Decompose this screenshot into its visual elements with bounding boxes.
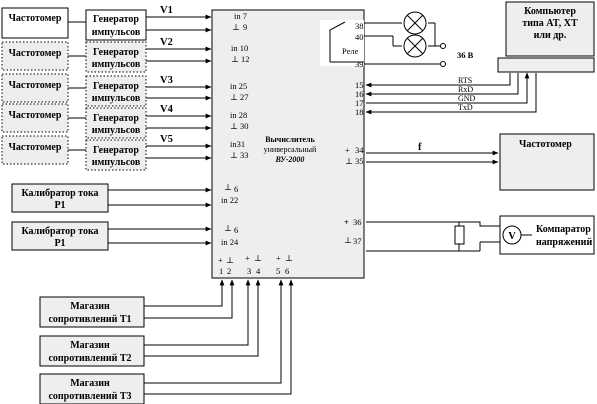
signal-v3-label: V3 xyxy=(160,75,173,86)
pin-number: 2 xyxy=(227,266,232,276)
pulse-generator-label-1: Генератор xyxy=(93,113,139,124)
rs232-labels xyxy=(355,76,476,117)
ground-symbol: ⊥ xyxy=(224,182,232,192)
rs232-pin: 15 xyxy=(355,80,364,90)
computer-label-2: универсальный xyxy=(263,145,317,154)
rs232-pin: 17 xyxy=(355,98,364,108)
relay-pin: 39 xyxy=(355,59,364,69)
resistance-store-1 xyxy=(40,297,144,327)
lamp-circuit xyxy=(364,23,441,64)
relay xyxy=(320,20,364,69)
pin-number: 37 xyxy=(353,236,362,246)
source-row-3 xyxy=(2,74,146,106)
pin-number: 4 xyxy=(256,266,261,276)
pulse-generator-label-2: импульсов xyxy=(91,157,141,168)
ground-symbol: ⊥ xyxy=(345,156,353,166)
ground-symbol: ⊥ xyxy=(344,235,352,245)
ground-symbol: ⊥ xyxy=(230,121,238,131)
ground-symbol: ⊥ xyxy=(231,54,239,64)
rs232-signal: GND xyxy=(458,94,476,103)
supply-voltage-label: 36 В xyxy=(457,50,474,60)
frequency-meter-label: Частотомер xyxy=(8,48,62,59)
source-row-5 xyxy=(2,136,146,170)
plus-symbol: + xyxy=(245,253,250,263)
relay-pin: 38 xyxy=(355,21,364,31)
pulse-generator-label-1: Генератор xyxy=(93,14,139,25)
lamp-2 xyxy=(404,35,426,57)
pin-number: 3 xyxy=(247,266,252,276)
store-label-1: Магазин xyxy=(70,301,110,312)
plus-symbol: + xyxy=(345,145,350,155)
pin-ground-label: 9 xyxy=(243,22,248,32)
lamp-1 xyxy=(404,12,426,34)
pin-number: 35 xyxy=(355,156,364,166)
relay-label: Реле xyxy=(342,46,359,56)
resistance-store-2 xyxy=(40,336,144,366)
supply-terminal xyxy=(441,44,446,49)
calibrator-wires xyxy=(108,190,211,243)
pin-ground-label: 6 xyxy=(234,225,239,235)
frequency-output xyxy=(345,134,594,190)
rs232-pin: 18 xyxy=(355,107,364,117)
current-calibrator-1 xyxy=(12,184,108,212)
pc-label-3: или др. xyxy=(533,30,567,41)
current-calibrator-2 xyxy=(12,222,108,250)
pc-label-1: Компьютер xyxy=(524,6,576,17)
pin-number: 36 xyxy=(353,217,362,227)
pin-number: 1 xyxy=(219,266,224,276)
ground-symbol: ⊥ xyxy=(224,223,232,233)
ground-symbol: ⊥ xyxy=(254,253,262,263)
resistance-store-3 xyxy=(40,374,144,404)
frequency-meter-label: Частотомер xyxy=(8,13,62,24)
pulse-generator-label-2: импульсов xyxy=(91,93,141,104)
computer-label-3: ВУ-2000 xyxy=(275,155,305,164)
source-row-2 xyxy=(2,42,146,72)
pc xyxy=(498,2,594,72)
pin-ground-label: 30 xyxy=(240,121,249,131)
pin-ground-label: 6 xyxy=(234,184,239,194)
plus-symbol: + xyxy=(344,217,349,227)
rs232-wires xyxy=(366,73,536,112)
calibrator-label-1: Калибратор тока xyxy=(21,188,99,199)
pin-in-label: in 25 xyxy=(230,81,248,91)
signal-v5-label: V5 xyxy=(160,134,173,145)
ground-symbol: ⊥ xyxy=(232,22,240,32)
store-label-1: Магазин xyxy=(70,340,110,351)
store-label-2: сопротивлений T1 xyxy=(48,314,132,325)
pulse-generator-label-2: импульсов xyxy=(91,59,141,70)
calibrator-label-1: Калибратор тока xyxy=(21,226,99,237)
calibrator-label-2: P1 xyxy=(54,238,66,249)
store-label-2: сопротивлений T3 xyxy=(48,391,132,402)
pulse-generator-label-1: Генератор xyxy=(93,47,139,58)
store-wires xyxy=(144,280,291,394)
ground-symbol: ⊥ xyxy=(285,253,293,263)
plus-symbol: + xyxy=(218,255,223,265)
pin-number: 5 xyxy=(276,266,281,276)
pulse-generator-label-2: импульсов xyxy=(91,27,141,38)
signal-v2-label: V2 xyxy=(160,37,173,48)
comparator-label-2: напряжений xyxy=(536,237,593,248)
pin-number: 34 xyxy=(355,145,364,155)
resistor-icon xyxy=(455,226,464,244)
plus-symbol: + xyxy=(276,253,281,263)
pc-connector xyxy=(498,58,594,72)
pin-number: 6 xyxy=(285,266,290,276)
pulse-signal-wires xyxy=(146,17,211,158)
pin-ground-label: 27 xyxy=(240,92,249,102)
pin-ground-label: 12 xyxy=(241,54,250,64)
rs232-pin: 16 xyxy=(355,89,364,99)
signal-labels xyxy=(160,5,174,145)
frequency-meter-label: Частотомер xyxy=(8,80,62,91)
signal-v1-label: V1 xyxy=(160,5,173,16)
frequency-meter-right-label: Частотомер xyxy=(519,139,572,150)
voltmeter-symbol: V xyxy=(508,231,516,242)
rs232-signal: TxD xyxy=(458,103,473,112)
pin-ground-label: 33 xyxy=(240,150,249,160)
pin-in-label: in31 xyxy=(230,139,246,149)
source-row-1 xyxy=(2,8,146,40)
frequency-meter-label: Частотомер xyxy=(8,110,62,121)
comparator-label-1: Компаратор xyxy=(536,224,591,235)
frequency-signal-label: f xyxy=(418,142,422,153)
signal-v4-label: V4 xyxy=(160,104,173,115)
pulse-generator-label-1: Генератор xyxy=(93,145,139,156)
pc-label-2: типа AT, XT xyxy=(522,18,578,29)
ground-symbol: ⊥ xyxy=(226,255,234,265)
pin-in-label: in 24 xyxy=(221,237,239,247)
meter-generator-links xyxy=(68,22,86,150)
calibrator-label-2: P1 xyxy=(54,200,66,211)
rs232-signal: RxD xyxy=(458,85,474,94)
pin-in-label: in 7 xyxy=(234,11,247,21)
ground-symbol: ⊥ xyxy=(230,150,238,160)
pin-in-label: in 28 xyxy=(230,110,248,120)
ground-symbol: ⊥ xyxy=(230,92,238,102)
pin-in-label: in 22 xyxy=(221,195,239,205)
rs232-signal: RTS xyxy=(458,76,473,85)
pulse-generator-label-1: Генератор xyxy=(93,81,139,92)
source-row-4 xyxy=(2,104,146,138)
supply-terminal xyxy=(441,62,446,67)
store-label-2: сопротивлений T2 xyxy=(48,353,132,364)
frequency-meter-label: Частотомер xyxy=(8,142,62,153)
computer-label-1: Вычислитель xyxy=(265,135,315,144)
pulse-generator-label-2: импульсов xyxy=(91,125,141,136)
pin-in-label: in 10 xyxy=(231,43,249,53)
comparator-box xyxy=(500,216,594,254)
store-label-1: Магазин xyxy=(70,378,110,389)
relay-pin: 40 xyxy=(355,32,364,42)
comparator-circuit xyxy=(344,216,594,254)
